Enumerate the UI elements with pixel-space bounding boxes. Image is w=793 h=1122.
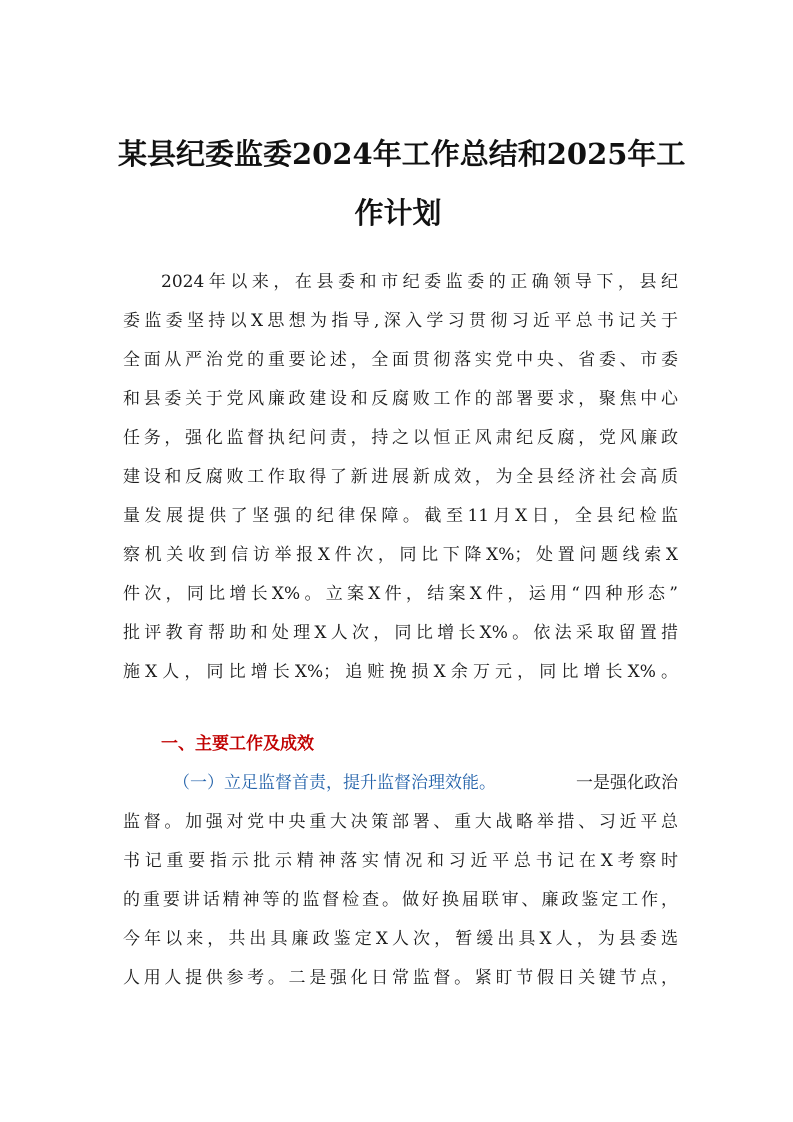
intro-line: 建设和反腐败工作取得了新进展新成效，为全县经济社会高质	[123, 467, 678, 487]
intro-line: 批评教育帮助和处理X人次，同比增长X%。依法采取留置措	[123, 623, 678, 643]
subsection-heading-line	[173, 771, 678, 795]
subsection-heading: （一）立足监督首责，提升监督治理效能。	[173, 773, 496, 793]
document-title-line-1: 某县纪委监委2024年工作总结和2025年工	[118, 137, 686, 171]
intro-line: 和县委关于党风廉政建设和反腐败工作的部署要求，聚焦中心	[123, 389, 678, 409]
document-title-line-2: 作计划	[354, 196, 442, 230]
intro-line: 全面从严治党的重要论述，全面贯彻落实党中央、省委、市委	[123, 350, 678, 370]
body-line: 的重要讲话精神等的监督检查。做好换届联审、廉政鉴定工作，	[123, 890, 678, 910]
body-line: 书记重要指示批示精神落实情况和习近平总书记在X考察时	[123, 851, 678, 871]
intro-line: 委监委坚持以X思想为指导,深入学习贯彻习近平总书记关于	[123, 311, 678, 331]
intro-line: 2024年以来，在县委和市纪委监委的正确领导下，县纪	[161, 272, 678, 292]
body-line: 今年以来，共出具廉政鉴定X人次，暂缓出具X人，为县委选	[123, 929, 678, 949]
intro-line: 察机关收到信访举报X件次，同比下降X%；处置问题线索X	[123, 545, 678, 565]
intro-line: 件次，同比增长X%。立案X件，结案X件，运用“四种形态”	[123, 584, 678, 604]
body-line: 监督。加强对党中央重大决策部署、重大战略举措、习近平总	[123, 812, 678, 832]
body-line: 人用人提供参考。二是强化日常监督。紧盯节假日关键节点，	[123, 968, 678, 988]
intro-line: 任务，强化监督执纪问责，持之以恒正风肃纪反腐，党风廉政	[123, 428, 678, 448]
subsection-lead-text: 一是强化政治	[576, 773, 678, 793]
section-heading: 一、主要工作及成效	[161, 734, 314, 754]
intro-line: 施X人，同比增长X%；追赃挽损X余万元，同比增长X%。	[123, 662, 678, 682]
intro-line: 量发展提供了坚强的纪律保障。截至11月X日，全县纪检监	[123, 506, 678, 526]
